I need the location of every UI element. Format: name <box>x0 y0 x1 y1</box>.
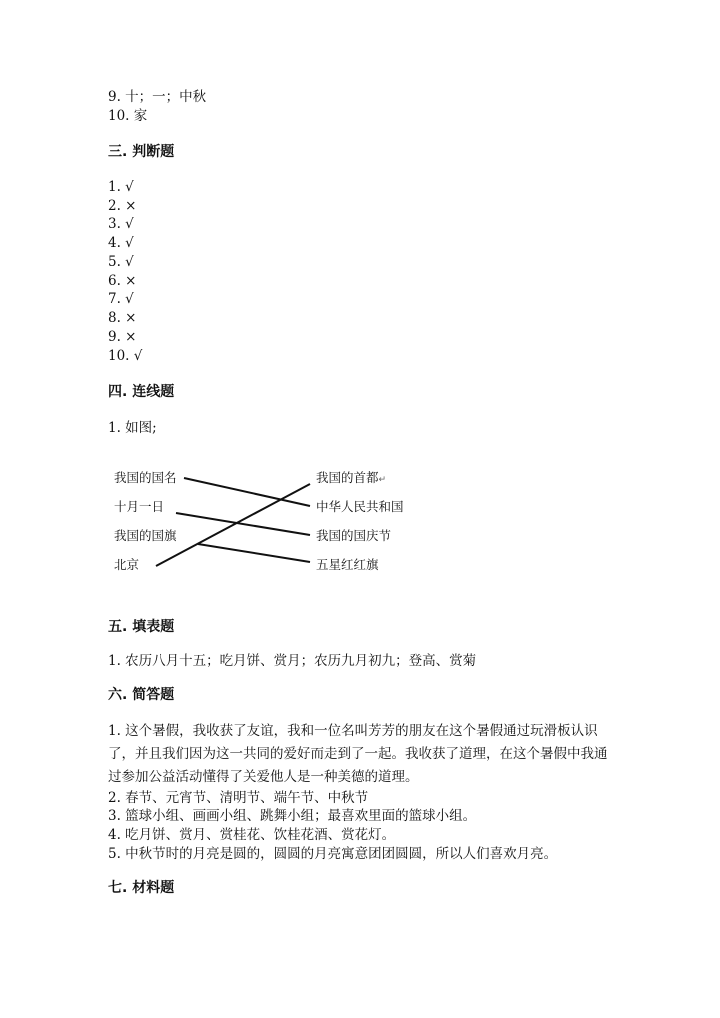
judge-answer-10: 10. √ <box>108 348 143 364</box>
fill-answer-9: 9. 十；一；中秋 <box>108 89 207 105</box>
short-answer-1: 1. 这个暑假，我收获了友谊，我和一位名叫芳芳的朋友在这个暑假通过玩滑板认识了，并且我们因为这一共同的爱好而走到了一起。我收获了道理，在这个暑假中我通过参加公益活动懂得了关爱他人是一种美德的道理。 <box>108 723 608 785</box>
judge-answer-1: 1. √ <box>108 179 134 195</box>
judge-answer-2: 2. × <box>108 198 137 214</box>
table-answer-1: 1. 农历八月十五；吃月饼、赏月；农历九月初九；登高、赏菊 <box>108 653 477 669</box>
left-item-country-name: 我国的国名 <box>114 470 177 485</box>
judge-answer-8: 8. × <box>108 310 137 326</box>
section-3-title: 三. 判断题 <box>108 144 175 160</box>
matching-diagram <box>108 462 428 582</box>
section-6-title: 六. 简答题 <box>108 687 175 703</box>
right-item-prc: 中华人民共和国 <box>316 499 404 514</box>
left-item-national-flag: 我国的国旗 <box>114 528 177 543</box>
judge-answer-9: 9. × <box>108 329 137 345</box>
right-item-capital-label: 我国的首都 <box>316 470 379 485</box>
matching-line-3 <box>198 544 310 562</box>
judge-answer-7: 7. √ <box>108 291 134 307</box>
right-item-five-star-flag: 五星红红旗 <box>316 557 379 572</box>
return-mark: ↵ <box>378 475 387 485</box>
judge-answer-4: 4. √ <box>108 235 134 251</box>
fill-answer-10: 10. 家 <box>108 108 148 124</box>
right-item-national-day: 我国的国庆节 <box>316 528 392 543</box>
matching-line-1 <box>184 478 310 506</box>
judge-answer-3: 3. √ <box>108 216 134 232</box>
left-item-october-first: 十月一日 <box>114 499 165 514</box>
section-5-title: 五. 填表题 <box>108 619 175 635</box>
short-answer-4: 4. 吃月饼、赏月、赏桂花、饮桂花酒、赏花灯。 <box>108 827 396 843</box>
short-answer-3: 3. 篮球小组、画画小组、跳舞小组；最喜欢里面的篮球小组。 <box>108 808 477 824</box>
matching-line-4 <box>156 484 310 566</box>
section-4-title: 四. 连线题 <box>108 384 175 400</box>
left-item-beijing: 北京 <box>114 557 140 572</box>
matching-line-2 <box>176 513 310 535</box>
judge-answer-5: 5. √ <box>108 254 134 270</box>
short-answer-2: 2. 春节、元宵节、清明节、端午节、中秋节 <box>108 790 369 806</box>
short-answer-5: 5. 中秋节时的月亮是圆的，圆圆的月亮寓意团团圆圆，所以人们喜欢月亮。 <box>108 846 558 862</box>
matching-answer-1: 1. 如图; <box>108 420 157 436</box>
section-7-title: 七. 材料题 <box>108 880 175 896</box>
right-item-capital <box>316 470 386 488</box>
judge-answer-6: 6. × <box>108 273 137 289</box>
